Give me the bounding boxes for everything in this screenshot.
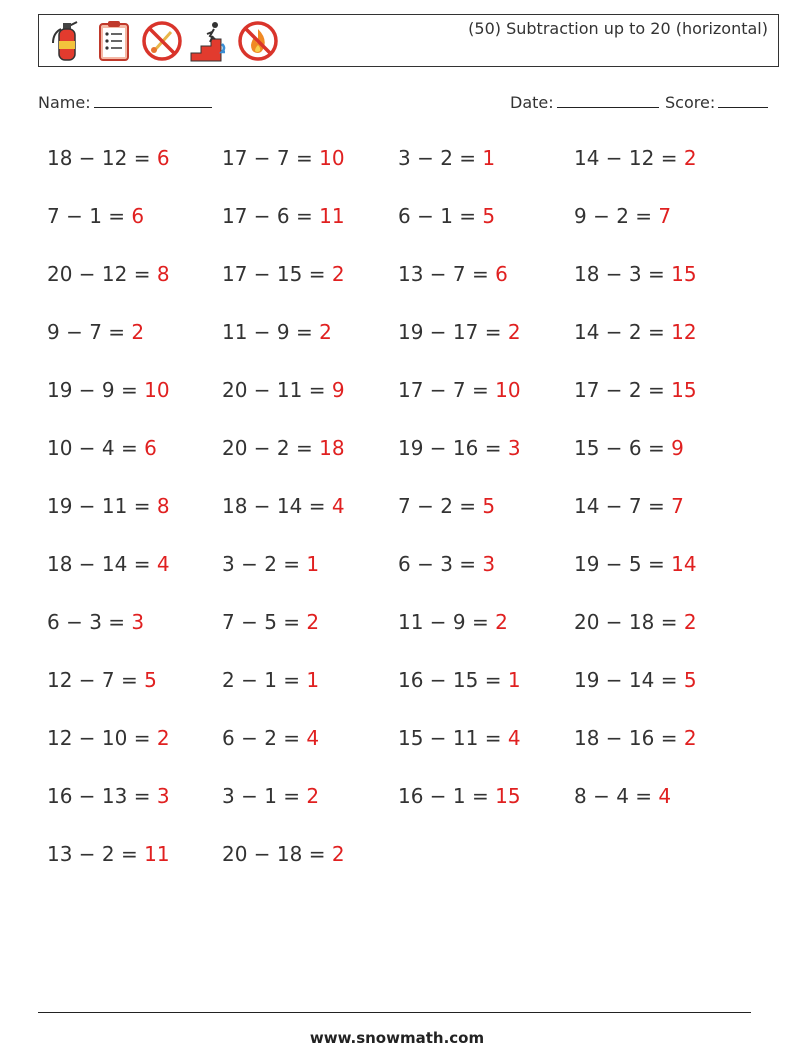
problem-item (398, 204, 495, 228)
problem-question: 7 − 5 = (222, 610, 307, 634)
problem-question: 18 − 14 = (222, 494, 332, 518)
problem-item (47, 204, 144, 228)
problem-answer: 1 (306, 668, 320, 692)
problem-item (574, 262, 697, 286)
worksheet-header (38, 14, 779, 67)
problem-answer: 1 (306, 552, 320, 576)
problem-item (574, 494, 684, 518)
problem-item (574, 436, 684, 460)
problem-question: 17 − 7 = (398, 378, 496, 402)
footer-site: www.snowmath.com (309, 1029, 485, 1047)
problem-item (222, 320, 332, 344)
problem-item (398, 784, 521, 808)
problem-answer: 5 (482, 204, 496, 228)
problem-item (398, 320, 521, 344)
problem-question: 18 − 16 = (574, 726, 684, 750)
problem-item (398, 146, 495, 170)
problem-question: 12 − 7 = (47, 668, 145, 692)
problem-answer: 9 (331, 378, 345, 402)
problem-question: 20 − 18 = (574, 610, 684, 634)
problem-item (398, 262, 508, 286)
problem-question: 14 − 12 = (574, 146, 684, 170)
problem-question: 19 − 9 = (47, 378, 145, 402)
problem-question: 17 − 2 = (574, 378, 672, 402)
problem-question: 14 − 2 = (574, 320, 672, 344)
problem-answer: 10 (319, 146, 345, 170)
problem-question: 3 − 1 = (222, 784, 307, 808)
problem-item (222, 436, 345, 460)
problem-question: 12 − 10 = (47, 726, 157, 750)
problem-question: 15 − 6 = (574, 436, 672, 460)
problem-question: 3 − 2 = (222, 552, 307, 576)
problem-answer: 15 (495, 784, 521, 808)
problem-question: 10 − 4 = (47, 436, 145, 460)
problem-question: 7 − 2 = (398, 494, 483, 518)
problem-answer: 6 (131, 204, 145, 228)
problem-question: 18 − 3 = (574, 262, 672, 286)
problem-item (47, 146, 170, 170)
problem-answer: 2 (156, 726, 170, 750)
problem-item (398, 494, 495, 518)
problem-question: 17 − 7 = (222, 146, 320, 170)
problem-question: 19 − 11 = (47, 494, 157, 518)
problem-item (47, 668, 157, 692)
problem-item (574, 784, 671, 808)
problem-answer: 14 (671, 552, 697, 576)
problem-answer: 9 (671, 436, 684, 460)
checklist-icon (93, 19, 135, 63)
problem-question: 6 − 1 = (398, 204, 483, 228)
problem-answer: 5 (144, 668, 157, 692)
problem-item (574, 668, 697, 692)
no-matches-icon (141, 19, 183, 63)
problem-answer: 3 (482, 552, 496, 576)
problem-item (574, 610, 697, 634)
problem-answer: 8 (156, 494, 170, 518)
problem-item (574, 552, 697, 576)
problem-question: 19 − 5 = (574, 552, 672, 576)
problem-item (222, 494, 345, 518)
problem-item (222, 842, 345, 866)
problem-item (47, 262, 170, 286)
problem-answer: 8 (156, 262, 170, 286)
problem-item (222, 146, 345, 170)
fire-extinguisher-icon (45, 19, 87, 63)
problem-item (222, 262, 345, 286)
problem-question: 16 − 1 = (398, 784, 496, 808)
problem-answer: 2 (683, 726, 697, 750)
problem-item (47, 610, 144, 634)
problem-answer: 3 (507, 436, 521, 460)
problem-answer: 2 (495, 610, 508, 634)
problem-item (398, 668, 521, 692)
problem-question: 9 − 2 = (574, 204, 659, 228)
problem-question: 18 − 12 = (47, 146, 157, 170)
problem-item (574, 204, 671, 228)
problem-answer: 3 (131, 610, 145, 634)
problem-question: 20 − 18 = (222, 842, 332, 866)
problem-answer: 1 (482, 146, 496, 170)
problem-question: 15 − 11 = (398, 726, 508, 750)
problem-question: 8 − 4 = (574, 784, 659, 808)
problem-answer: 15 (671, 378, 697, 402)
problem-answer: 6 (144, 436, 157, 460)
problem-question: 14 − 7 = (574, 494, 672, 518)
date-blank (557, 93, 659, 108)
problem-answer: 4 (306, 726, 320, 750)
problem-question: 6 − 2 = (222, 726, 307, 750)
problem-item (398, 552, 495, 576)
problem-item (222, 610, 319, 634)
problem-item (47, 436, 157, 460)
problem-answer: 5 (482, 494, 496, 518)
problem-question: 13 − 2 = (47, 842, 145, 866)
problem-question: 6 − 3 = (47, 610, 132, 634)
problem-item (574, 320, 697, 344)
problem-item (47, 842, 170, 866)
problem-answer: 4 (658, 784, 672, 808)
problem-answer: 11 (144, 842, 170, 866)
problem-item (222, 668, 319, 692)
score-field (665, 93, 768, 112)
problem-item (574, 146, 697, 170)
problem-question: 9 − 7 = (47, 320, 132, 344)
emergency-exit-stairs-icon (189, 19, 231, 63)
problem-item (398, 726, 521, 750)
problem-answer: 4 (156, 552, 170, 576)
problem-item (222, 726, 319, 750)
problem-item (47, 726, 170, 750)
problem-answer: 2 (683, 146, 697, 170)
problem-answer: 10 (495, 378, 521, 402)
problem-answer: 1 (507, 668, 521, 692)
no-fire-icon (237, 19, 279, 63)
problem-question: 19 − 14 = (574, 668, 684, 692)
problem-item (222, 784, 319, 808)
problem-answer: 2 (507, 320, 521, 344)
problem-answer: 18 (319, 436, 345, 460)
score-label: Score: (665, 93, 716, 112)
problem-answer: 2 (306, 610, 320, 634)
problem-answer: 3 (156, 784, 170, 808)
problem-item (574, 378, 697, 402)
problem-item (398, 610, 508, 634)
problem-item (398, 436, 521, 460)
problem-answer: 7 (658, 204, 672, 228)
name-label: Name: (38, 93, 91, 112)
problem-item (222, 204, 345, 228)
problem-question: 7 − 1 = (47, 204, 132, 228)
date-field (510, 93, 659, 112)
problem-question: 3 − 2 = (398, 146, 483, 170)
problem-answer: 6 (495, 262, 508, 286)
problem-item (398, 378, 521, 402)
problem-item (47, 552, 170, 576)
problem-answer: 11 (319, 204, 345, 228)
problem-answer: 4 (507, 726, 521, 750)
problem-item (574, 726, 697, 750)
problem-answer: 2 (331, 842, 345, 866)
problem-question: 6 − 3 = (398, 552, 483, 576)
problem-item (47, 784, 170, 808)
problem-question: 20 − 12 = (47, 262, 157, 286)
problem-answer: 6 (156, 146, 170, 170)
problem-question: 20 − 2 = (222, 436, 320, 460)
problem-question: 2 − 1 = (222, 668, 307, 692)
problem-question: 11 − 9 = (398, 610, 496, 634)
problem-question: 11 − 9 = (222, 320, 320, 344)
problem-question: 18 − 14 = (47, 552, 157, 576)
problem-answer: 4 (331, 494, 345, 518)
problem-answer: 2 (319, 320, 332, 344)
problem-question: 19 − 17 = (398, 320, 508, 344)
problem-item (47, 320, 144, 344)
problem-question: 16 − 15 = (398, 668, 508, 692)
problem-answer: 2 (306, 784, 320, 808)
footer-divider (38, 1012, 751, 1013)
problem-answer: 10 (144, 378, 170, 402)
problem-answer: 7 (671, 494, 684, 518)
problem-item (47, 378, 170, 402)
problem-answer: 2 (683, 610, 697, 634)
problem-item (222, 552, 319, 576)
problem-question: 19 − 16 = (398, 436, 508, 460)
problem-question: 16 − 13 = (47, 784, 157, 808)
problem-answer: 12 (671, 320, 697, 344)
problem-answer: 5 (683, 668, 697, 692)
name-field (38, 93, 212, 112)
worksheet-title: (50) Subtraction up to 20 (horizontal) (468, 19, 768, 38)
problem-question: 17 − 15 = (222, 262, 332, 286)
score-blank (718, 93, 768, 108)
problem-item (222, 378, 345, 402)
problem-answer: 2 (131, 320, 145, 344)
header-icons (45, 19, 279, 63)
problem-question: 20 − 11 = (222, 378, 332, 402)
problem-answer: 15 (671, 262, 697, 286)
problem-question: 17 − 6 = (222, 204, 320, 228)
problem-item (47, 494, 170, 518)
date-label: Date: (510, 93, 554, 112)
problem-answer: 2 (331, 262, 345, 286)
name-blank (94, 93, 212, 108)
problem-question: 13 − 7 = (398, 262, 496, 286)
